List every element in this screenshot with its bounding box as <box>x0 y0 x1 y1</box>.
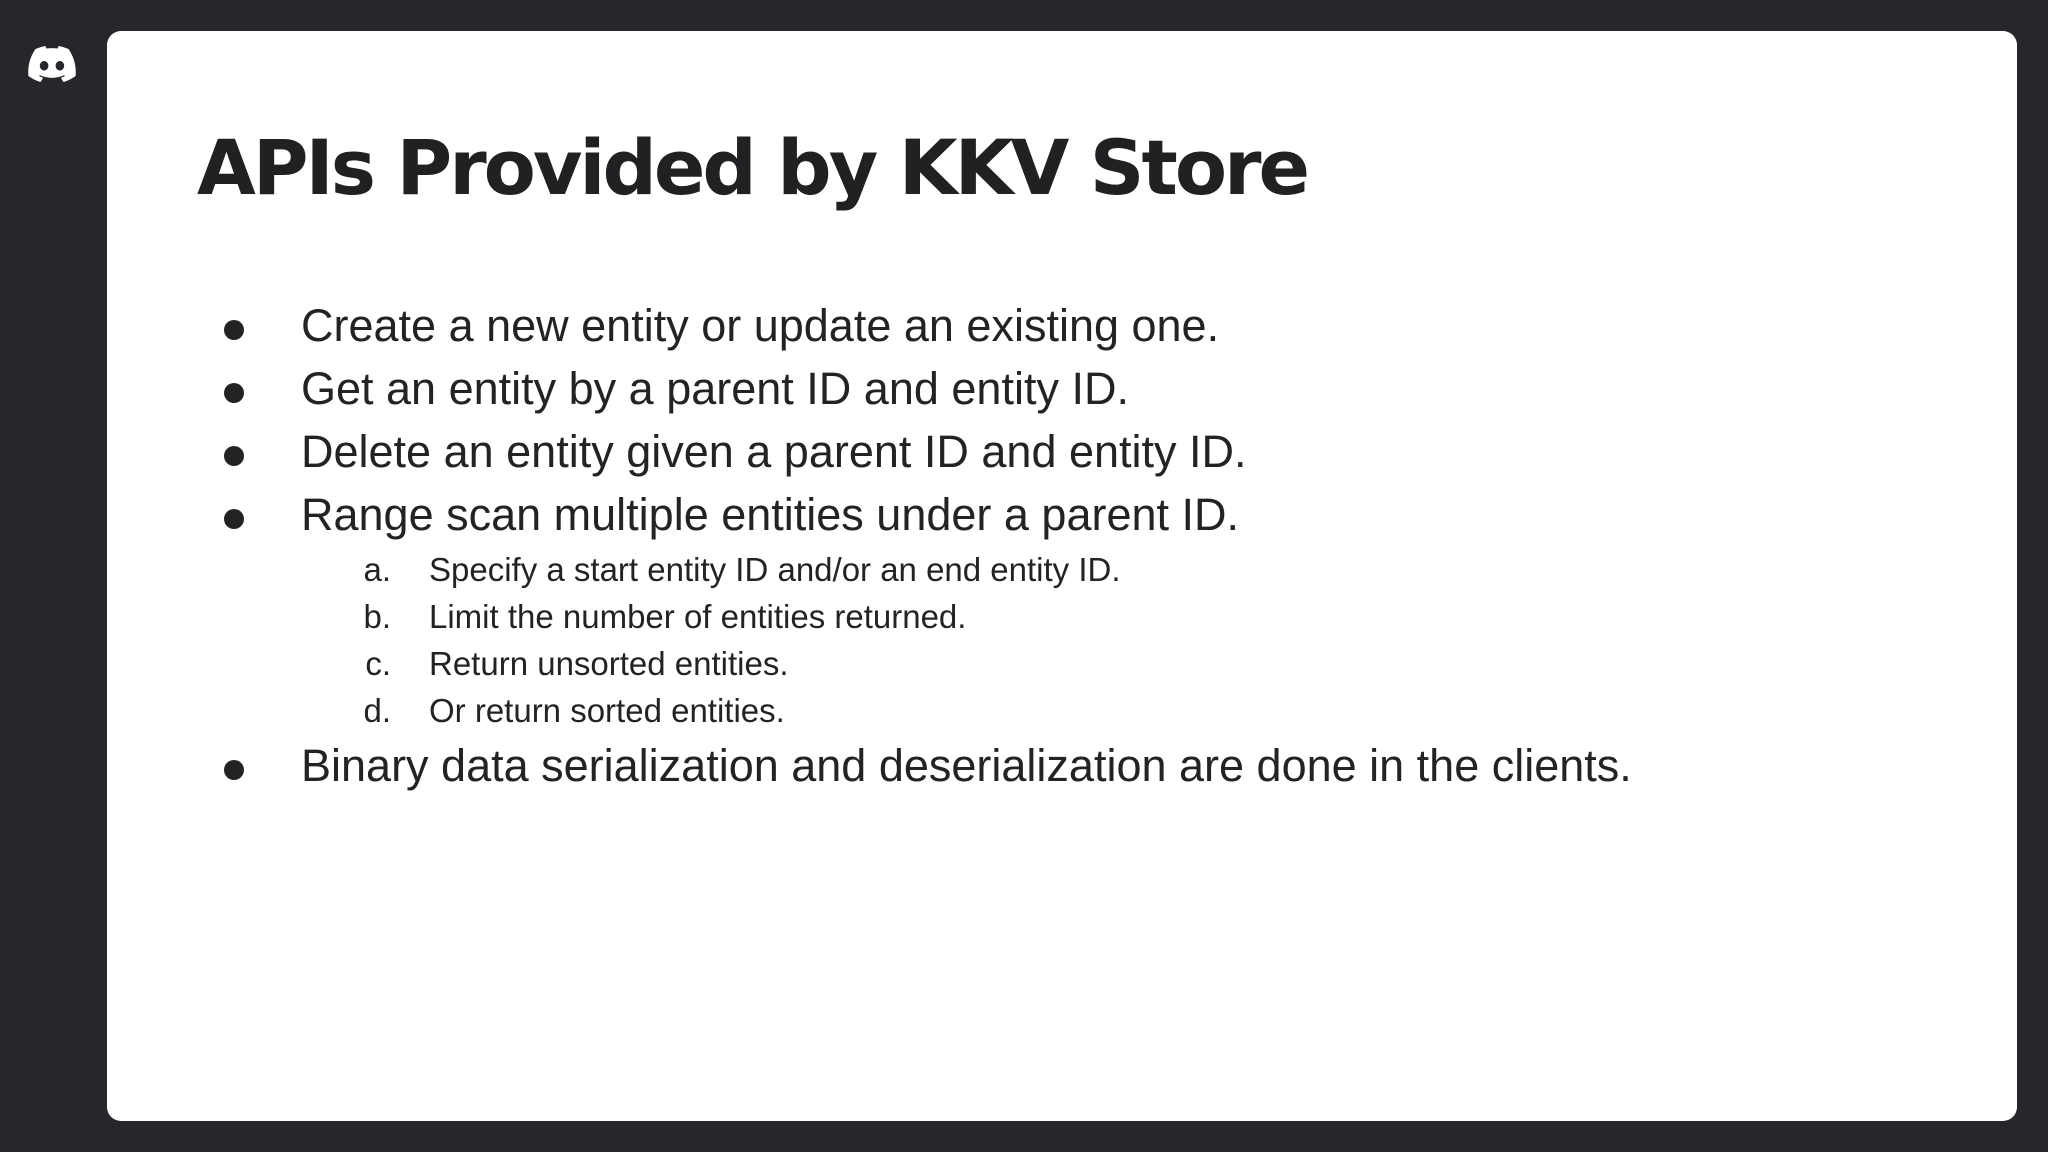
slide-title: APIs Provided by KKV Store <box>197 123 1308 212</box>
bullet-dot-icon <box>224 320 244 340</box>
sub-list-marker: d. <box>363 692 391 729</box>
sub-list-container <box>107 546 1907 734</box>
bullet-dot-icon <box>224 446 244 466</box>
bullet-text: Range scan multiple entities under a parent ID. <box>301 489 1240 540</box>
bullet-item <box>107 294 1907 357</box>
bullet-text: Get an entity by a parent ID and entity ID. <box>301 363 1129 414</box>
sub-list-text: Limit the number of entities returned. <box>429 598 967 635</box>
bullet-item <box>107 483 1907 546</box>
sub-list <box>107 546 1907 734</box>
sub-list-text: Specify a start entity ID and/or an end entity ID. <box>429 551 1121 588</box>
sub-list-marker: b. <box>363 598 391 635</box>
sub-list-text: Or return sorted entities. <box>429 692 785 729</box>
slide-canvas <box>107 31 2017 1121</box>
sub-list-text: Return unsorted entities. <box>429 645 789 682</box>
sub-list-item <box>107 546 1907 593</box>
bullet-text: Binary data serialization and deserialization are done in the clients. <box>301 740 1632 791</box>
sub-list-marker: a. <box>363 551 391 588</box>
sub-list-item <box>107 640 1907 687</box>
sub-list-marker: c. <box>365 645 391 682</box>
discord-icon[interactable] <box>28 46 76 82</box>
bullet-item <box>107 420 1907 483</box>
bullet-item <box>107 357 1907 420</box>
bullet-dot-icon <box>224 383 244 403</box>
sub-list-item <box>107 593 1907 640</box>
bullet-text: Create a new entity or update an existing one. <box>301 300 1220 351</box>
bullet-dot-icon <box>224 509 244 529</box>
bullet-list <box>107 294 1907 797</box>
bullet-text: Delete an entity given a parent ID and entity ID. <box>301 426 1247 477</box>
sub-list-item <box>107 687 1907 734</box>
bullet-dot-icon <box>224 760 244 780</box>
bullet-item <box>107 734 1907 797</box>
